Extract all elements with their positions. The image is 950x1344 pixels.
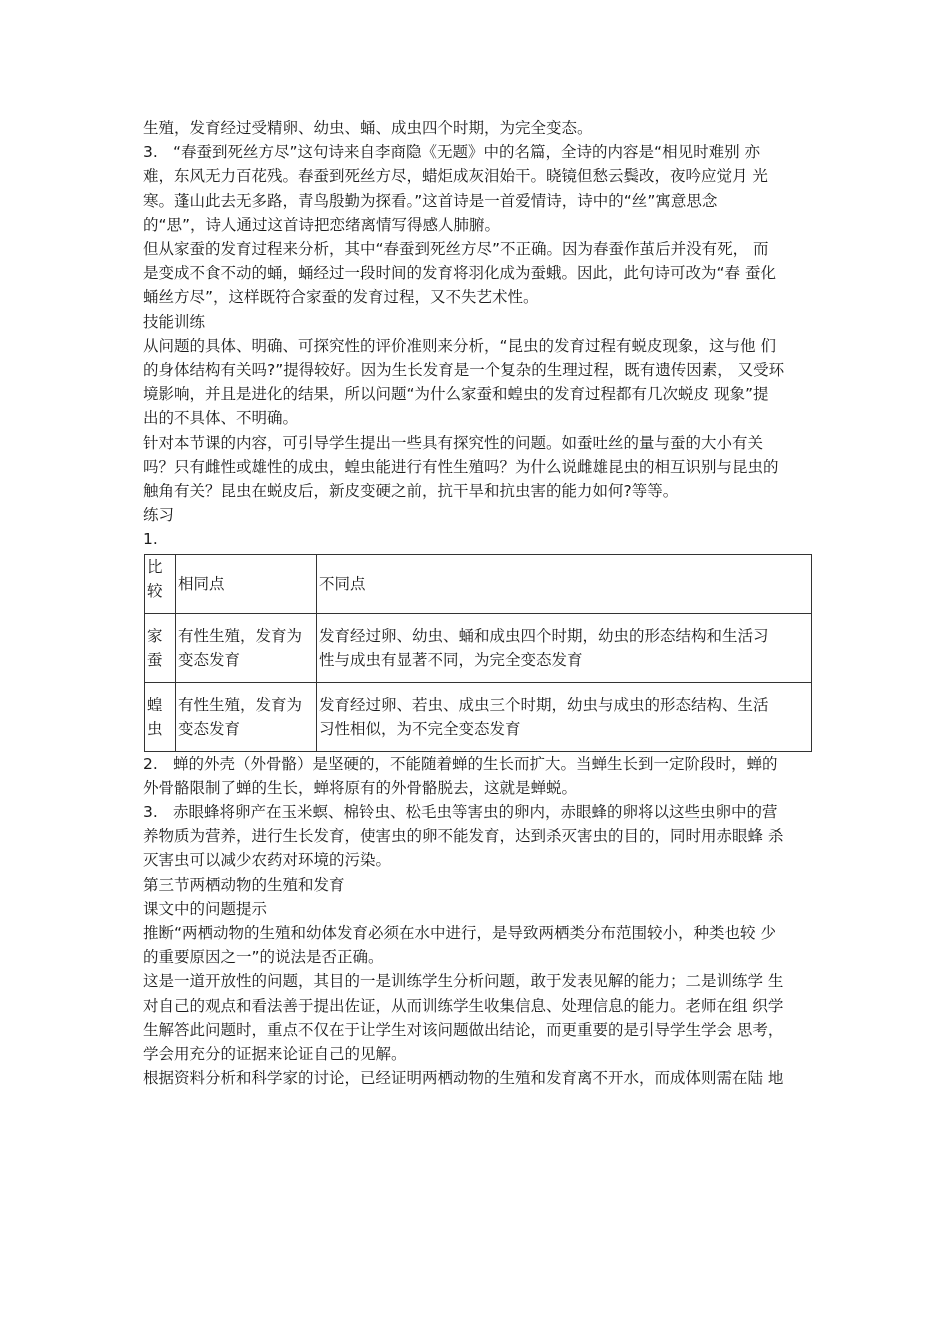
table-header-row [145,554,812,613]
text-line: 赤眼蜂将卵产在玉米螟、棉铃虫、松毛虫等害虫的卵内，赤眼蜂的卵将以这些虫卵中的营 [173,803,778,822]
paragraph-2 [143,140,815,237]
text-line: 境影响，并且是进化的结果，所以问题“为什么家蚕和蝗虫的发育过程都有几次蜕皮 现象”提 [143,385,769,404]
item-1-number: 1. [143,530,158,549]
text-line: 针对本节课的内容，可引导学生提出一些具有探究性的问题。如蚕吐丝的量与蚕的大小有关 [143,433,764,452]
paragraph-6 [143,921,815,969]
paragraph-4 [143,334,815,431]
item-2 [143,752,815,800]
text-line: 难，东风无力百花残。春蚕到死丝方尽，蜡炬成灰泪始干。晓镜但愁云鬓改，夜吟应觉月 光 [143,167,768,186]
table-cell: 家 蚕 [145,613,176,682]
text-line: 寒。蓬山此去无多路，青鸟殷勤为探看。”这首诗是一首爱情诗，诗中的“丝”寓意思念 [143,191,718,210]
text-line: “春蚕到死丝方尽”这句诗来自李商隐《无题》中的名篇，全诗的内容是“相见时难别 亦 [173,143,761,162]
heading-section-3: 第三节两栖动物的生殖和发育 [143,875,345,894]
item-number: 2. [143,754,158,773]
text-line: 对自己的观点和看法善于提出佐证，从而训练学生收集信息、处理信息的能力。老师在组 织学 [143,996,784,1015]
text-line: 的身体结构有关吗?”提得较好。因为生长发育是一个复杂的生理过程，既有遗传因素， 又受环 [143,361,785,380]
text-line: 触角有关？昆虫在蜕皮后，新皮变硬之前，抗干旱和抗虫害的能力如何?等等。 [143,482,679,501]
item-3 [143,800,815,873]
item-number: 3. [143,143,158,162]
text-line: 学会用充分的证据来论证自己的见解。 [143,1045,407,1064]
heading-practice: 练习 [143,506,175,525]
text-line: 吗？只有雌性或雄性的成虫，蝗虫能进行有性生殖吗？为什么说雌雄昆虫的相互识别与昆虫的 [143,457,779,476]
text-line: 的重要原因之一”的说法是否正确。 [143,948,384,967]
table-cell: 有性生殖，发育为 变态发育 [176,682,317,751]
table-cell: 蝗 虫 [145,682,176,751]
text-line: 出的不具体、不明确。 [143,409,299,428]
paragraph-8 [143,1066,815,1090]
table-cell: 发育经过卵、若虫、成虫三个时期，幼虫与成虫的形态结构、生活 习性相似，为不完全变态发育 [317,682,812,751]
table-row [145,613,812,682]
text-line: 推断“两栖动物的生殖和幼体发育必须在水中进行，是导致两栖类分布范围较小，种类也较 少 [143,924,776,943]
text-line: 外骨骼限制了蝉的生长，蝉将原有的外骨骼脱去，这就是蝉蜕。 [143,778,578,797]
paragraph-5 [143,431,815,504]
text-line: 是变成不食不动的蛹，蛹经过一段时间的发育将羽化成为蚕蛾。因此，此句诗可改为“春 蚕化 [143,264,776,283]
text-line: 根据资料分析和科学家的讨论，已经证明两栖动物的生殖和发育离不开水，而成体则需在陆 地 [143,1069,784,1088]
table-cell: 发育经过卵、幼虫、蛹和成虫四个时期，幼虫的形态结构和生活习 性与成虫有显著不同，为完全变态发育 [317,613,812,682]
text-line: 蝉的外壳（外骨骼）是坚硬的，不能随着蝉的生长而扩大。当蝉生长到一定阶段时，蝉的 [173,754,778,773]
table-header-cell: 比 较 [145,554,176,613]
text-line: 这是一道开放性的问题，其目的一是训练学生分析问题，敢于发表见解的能力；二是训练学 生 [143,972,784,991]
table-cell: 有性生殖，发育为 变态发育 [176,613,317,682]
text-line: 养物质为营养，进行生长发育，使害虫的卵不能发育，达到杀灭害虫的目的，同时用赤眼蜂 杀 [143,827,784,846]
paragraph-7 [143,969,815,1066]
comparison-table [144,554,812,752]
text-line: 灭害虫可以减少农药对环境的污染。 [143,851,392,870]
table-header-cell: 不同点 [317,554,812,613]
paragraph-1 [143,116,815,140]
text-line: 生殖，发育经过受精卵、幼虫、蛹、成虫四个时期，为完全变态。 [143,119,593,137]
text-line: 生解答此问题时，重点不仅在于让学生对该问题做出结论，而更重要的是引导学生学会 思考， [143,1020,784,1039]
text-line: 的“思”，诗人通过这首诗把恋绪离情写得感人肺腑。 [143,215,501,234]
text-line: 从问题的具体、明确、可探究性的评价准则来分析，“昆虫的发育过程有蜕皮现象，这与他 们 [143,336,776,355]
table-header-cell: 相同点 [176,554,317,613]
heading-question-hints: 课文中的问题提示 [143,899,268,918]
paragraph-3 [143,237,815,310]
item-number: 3. [143,803,158,822]
text-line: 蛹丝方尽”，这样既符合家蚕的发育过程，又不失艺术性。 [143,288,539,307]
document-page [143,116,815,1091]
text-line: 但从家蚕的发育过程来分析，其中“春蚕到死丝方尽”不正确。因为春蚕作茧后并没有死， 而 [143,240,769,259]
heading-skill-training: 技能训练 [143,312,206,331]
table-row [145,682,812,751]
